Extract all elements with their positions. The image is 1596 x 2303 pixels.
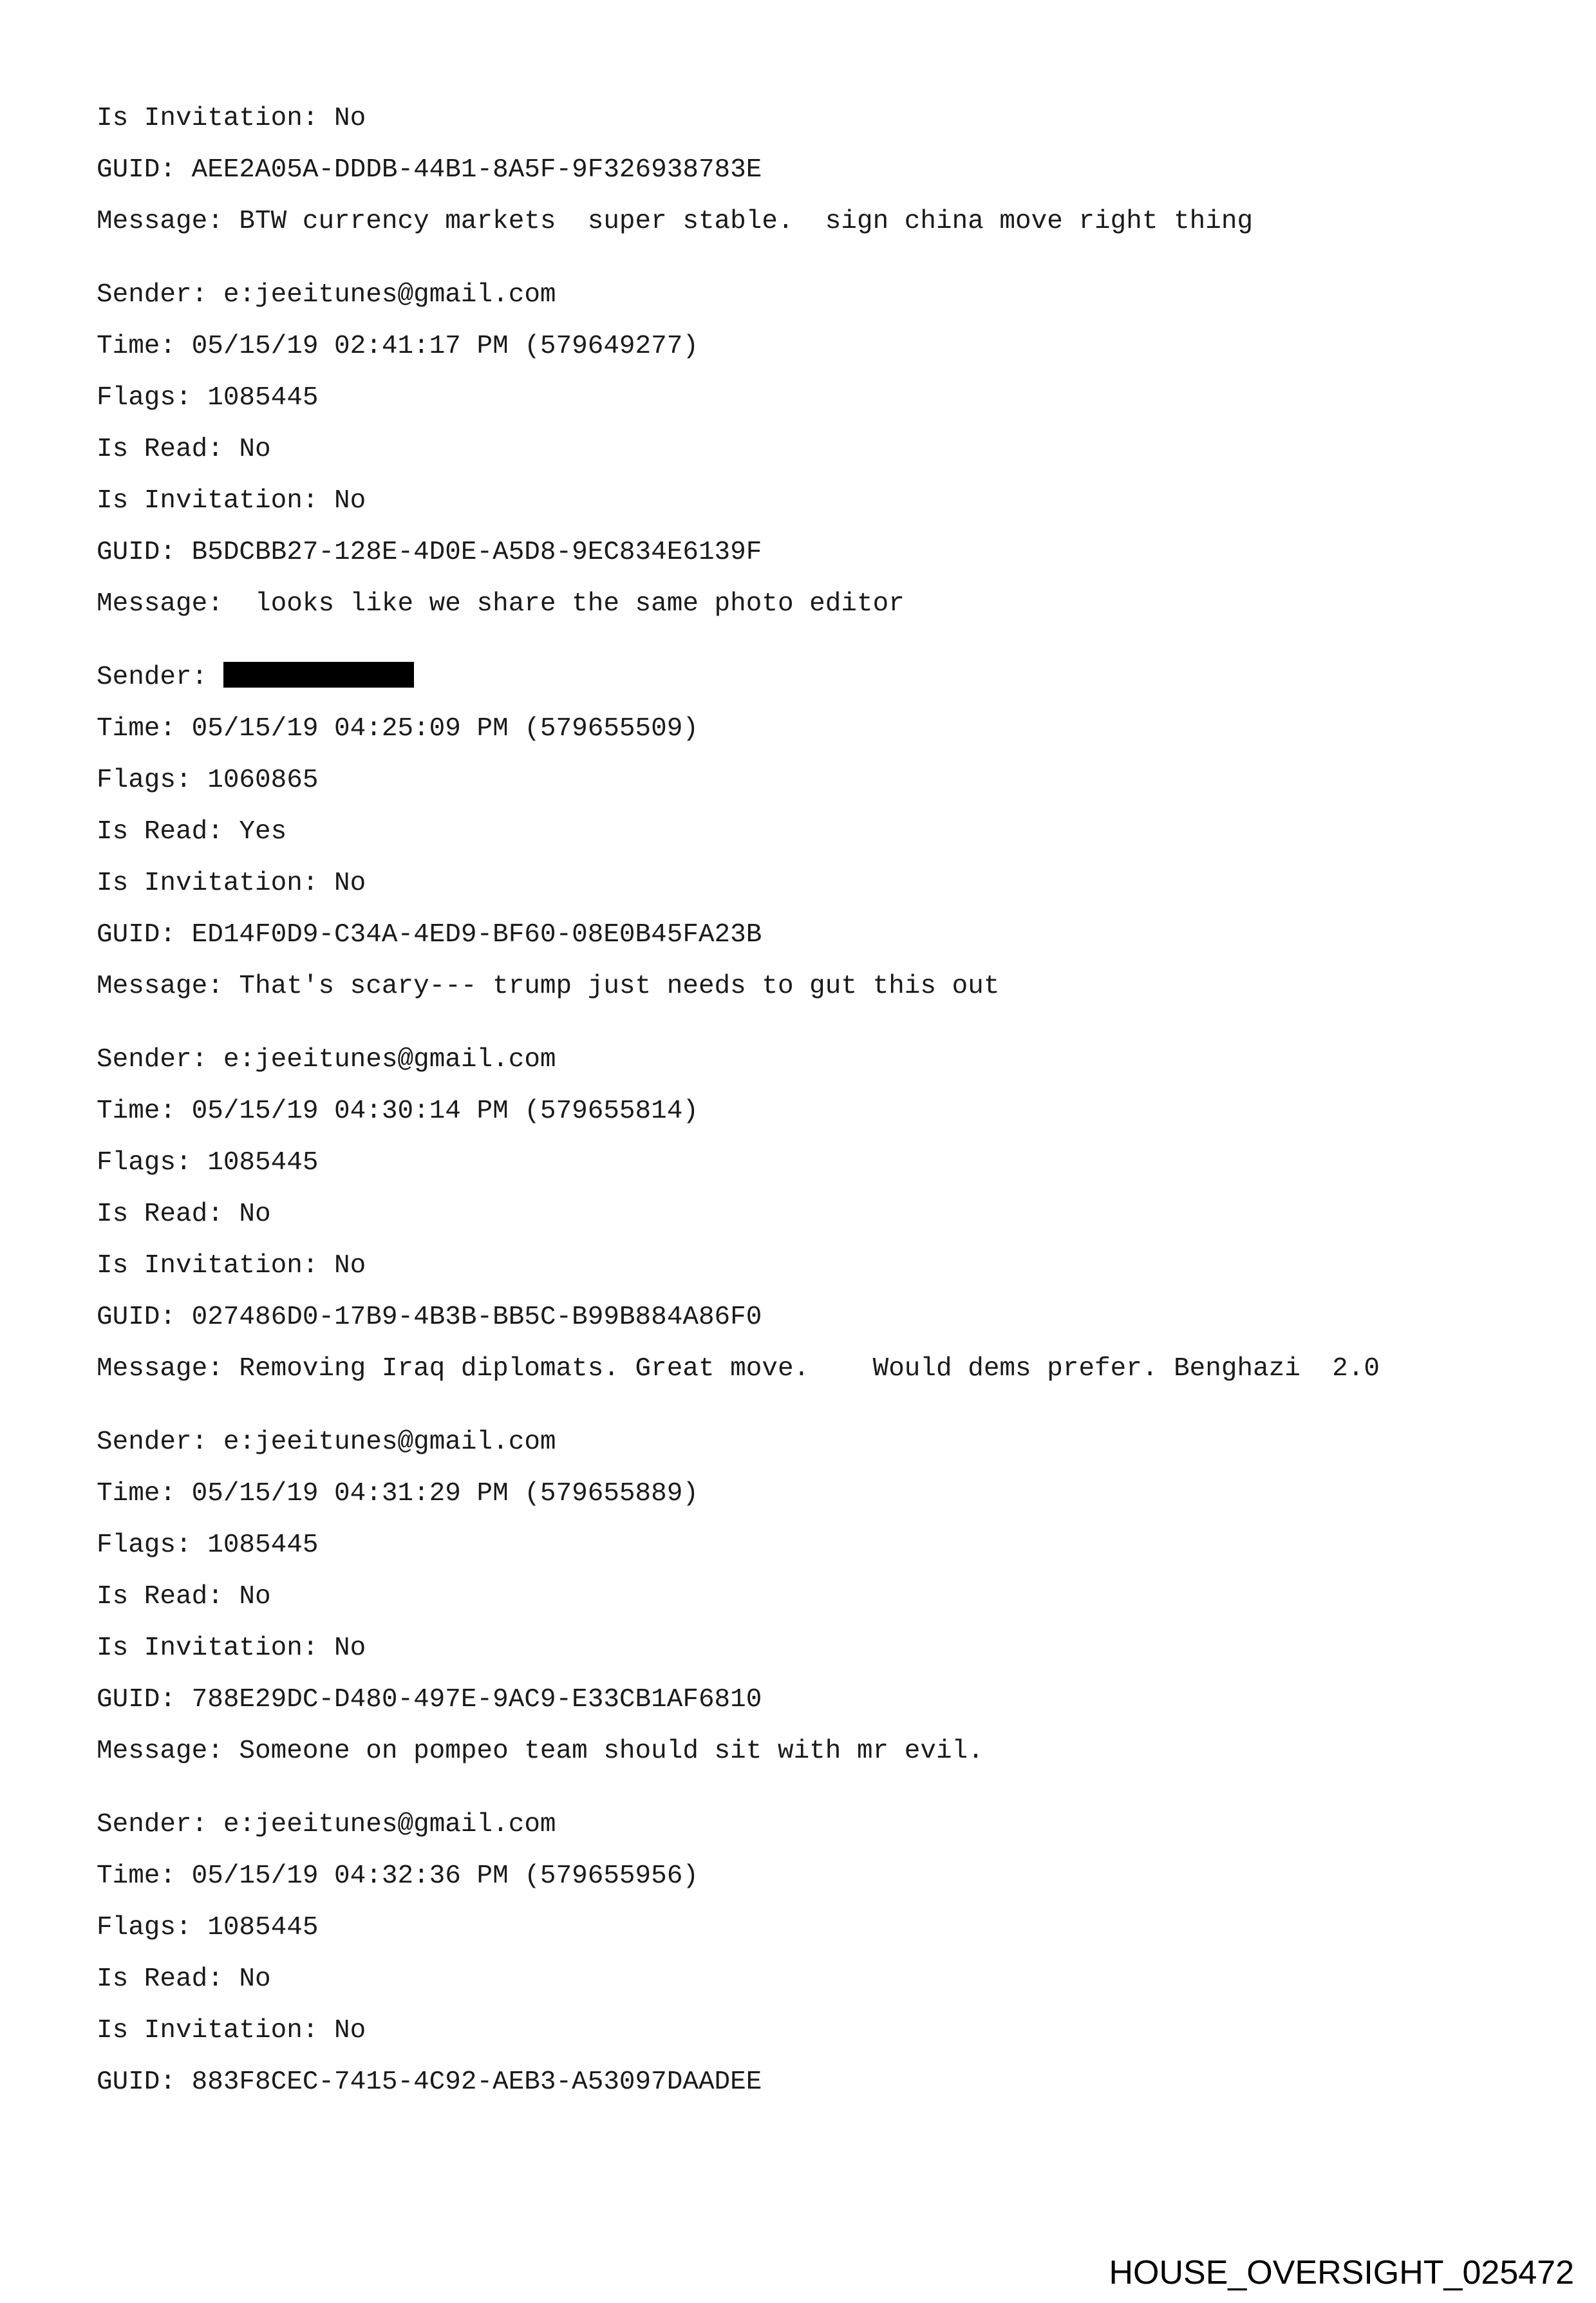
message-record [97,279,1513,619]
time-line: Time: 05/15/19 04:30:14 PM (579655814) [97,1096,699,1126]
sender-value: e:jeeitunes@gmail.com [223,1810,556,1839]
is-read-line: Is Read: No [97,1199,271,1229]
record-separator [97,1787,1513,1809]
sender-label: Sender: [97,280,223,310]
guid-line: GUID: ED14F0D9-C34A-4ED9-BF60-08E0B45FA23B [97,920,762,950]
guid-line: GUID: 883F8CEC-7415-4C92-AEB3-A53097DAADEE [97,2067,762,2097]
is-invitation-line: Is Invitation: No [97,486,366,516]
sender-line [97,1809,1513,1840]
is-read-line: Is Read: No [97,1964,271,1994]
record-separator [97,1405,1513,1427]
time-line: Time: 05/15/19 02:41:17 PM (579649277) [97,332,699,361]
is-invitation-line: Is Invitation: No [97,1251,366,1281]
is-read-line: Is Read: No [97,435,271,464]
flags-line: Flags: 1085445 [97,1148,319,1178]
message-record-fragment [97,103,1513,237]
flags-line: Flags: 1085445 [97,1530,319,1560]
sender-label: Sender: [97,663,223,692]
sender-value: e:jeeitunes@gmail.com [223,280,556,310]
message-line: Message: Removing Iraq diplomats. Great move. Would dems prefer. Benghazi 2.0 [97,1354,1380,1384]
message-line: Message: That's scary--- trump just needs to gut this out [97,972,1000,1001]
sender-label: Sender: [97,1045,223,1075]
record-separator [97,1022,1513,1044]
sender-line [97,1044,1513,1075]
message-record [97,1427,1513,1767]
sender-value: e:jeeitunes@gmail.com [223,1427,556,1457]
message-record [97,662,1513,1002]
record-separator [97,258,1513,279]
guid-line: GUID: 027486D0-17B9-4B3B-BB5C-B99B884A86F0 [97,1302,762,1332]
time-line: Time: 05/15/19 04:32:36 PM (579655956) [97,1861,699,1891]
is-invitation-line: Is Invitation: No [97,104,366,133]
sender-value: e:jeeitunes@gmail.com [223,1045,556,1075]
bates-number: HOUSE_OVERSIGHT_025472 [1109,2254,1574,2291]
guid-line: GUID: B5DCBB27-128E-4D0E-A5D8-9EC834E6139F [97,538,762,567]
guid-line: GUID: 788E29DC-D480-497E-9AC9-E33CB1AF6810 [97,1685,762,1715]
sender-label: Sender: [97,1427,223,1457]
redaction-box [223,662,414,688]
flags-line: Flags: 1085445 [97,1913,319,1942]
flags-line: Flags: 1060865 [97,766,319,795]
message-line: Message: BTW currency markets super stable. sign china move right thing [97,207,1253,236]
sender-line [97,279,1513,310]
is-read-line: Is Read: No [97,1582,271,1612]
message-record [97,1044,1513,1384]
sender-label: Sender: [97,1810,223,1839]
message-line: Message: Someone on pompeo team should sit with mr evil. [97,1736,984,1766]
is-read-line: Is Read: Yes [97,817,287,847]
time-line: Time: 05/15/19 04:31:29 PM (579655889) [97,1479,699,1509]
sender-line [97,1427,1513,1458]
is-invitation-line: Is Invitation: No [97,2016,366,2045]
flags-line: Flags: 1085445 [97,383,319,413]
record-separator [97,640,1513,662]
is-invitation-line: Is Invitation: No [97,1633,366,1663]
sender-line [97,662,1513,693]
time-line: Time: 05/15/19 04:25:09 PM (579655509) [97,714,699,744]
guid-line: GUID: AEE2A05A-DDDB-44B1-8A5F-9F326938783E [97,155,762,185]
is-invitation-line: Is Invitation: No [97,869,366,898]
message-log-page [97,103,1513,2118]
message-record [97,1809,1513,2098]
message-line: Message: looks like we share the same photo editor [97,589,905,619]
